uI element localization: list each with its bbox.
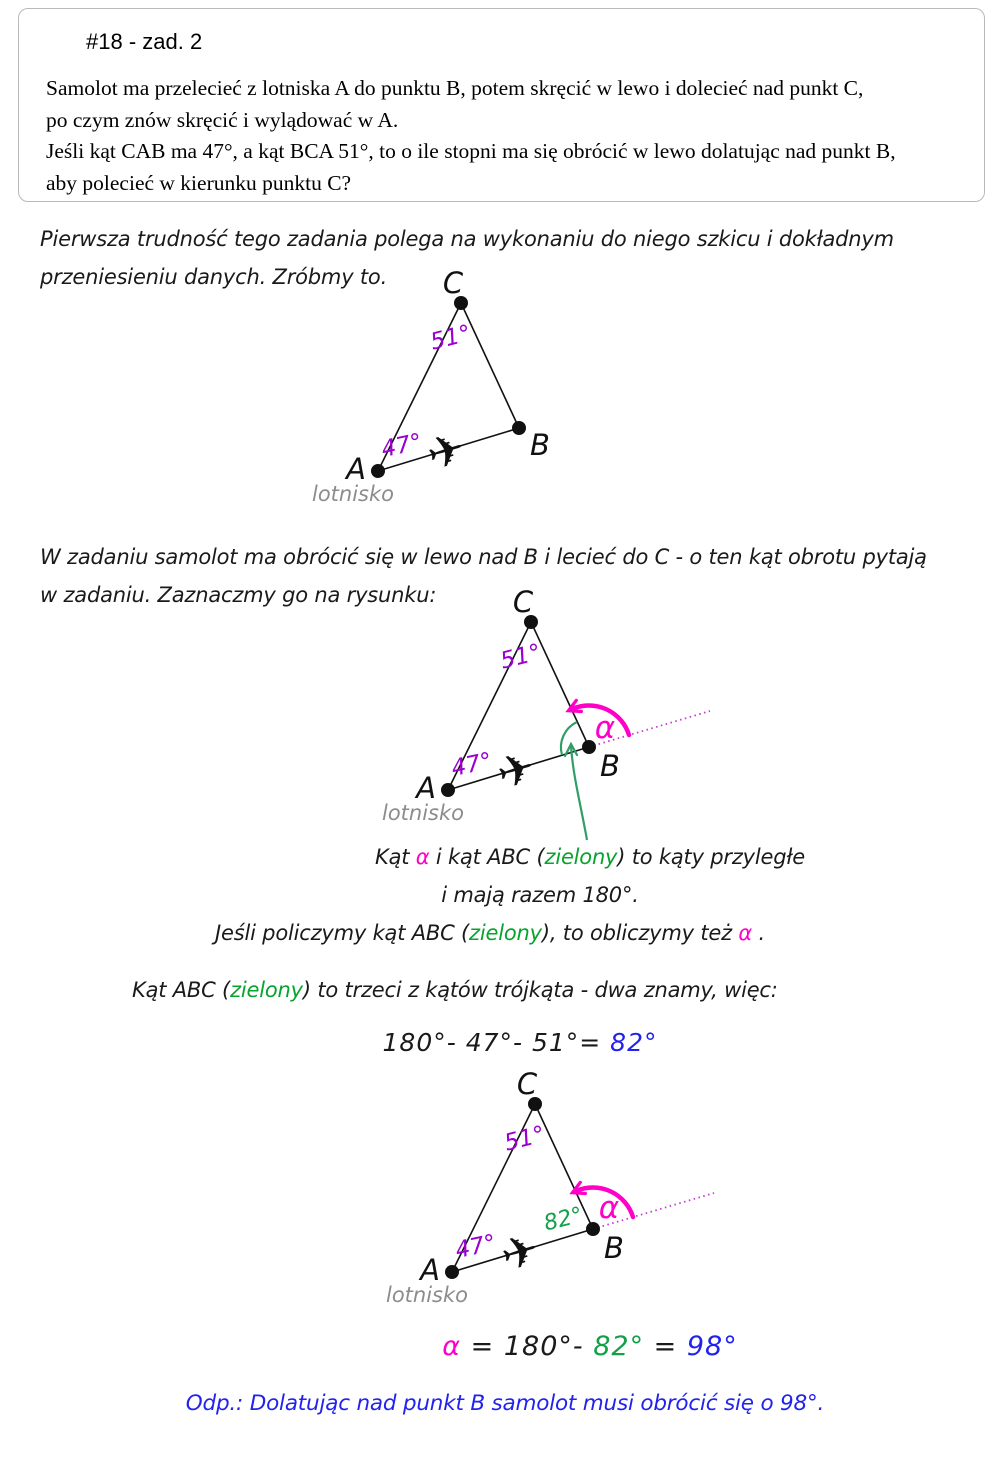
problem-line-3: Jeśli kąt CAB ma 47°, a kąt BCA 51°, to o ile stopni ma się obrócić w lewo dolatując nad punkt B, (46, 139, 896, 163)
angle-label-a: 47° (449, 748, 495, 782)
airport-label: lotnisko (312, 482, 395, 506)
equation-2-result: 98° (686, 1331, 738, 1362)
airport-label: lotnisko (386, 1283, 469, 1307)
equation-1-lhs: 180°- 47°- 51°= (382, 1028, 611, 1057)
answer-line: Odp.: Dolatując nad punkt B samolot musi obrócić się o 98°. (185, 1391, 825, 1416)
angle-label-c: 51° (501, 1121, 548, 1157)
alpha-symbol: α (442, 1331, 462, 1362)
equation-2-text: = 180°- (461, 1331, 594, 1362)
angle-label-c: 51° (497, 639, 544, 675)
equation-1-result: 82° (610, 1028, 658, 1057)
vertex-dot-a (441, 783, 455, 797)
angle-label-c: 51° (427, 320, 474, 356)
problem-statement (46, 73, 961, 199)
compute-note-text: Jeśli policzymy kąt ABC ( (214, 921, 470, 945)
plane-icon: ✈ (421, 422, 472, 482)
alpha-label: α (594, 710, 616, 746)
plane-icon: ✈ (495, 1223, 546, 1283)
third-angle-text: Kąt ABC ( (132, 978, 231, 1002)
triangle-diagram-1 (288, 266, 628, 515)
vertex-label-c: C (512, 585, 534, 619)
triangle-diagram-3 (362, 1067, 762, 1321)
vertex-dot-b (512, 421, 526, 435)
vertex-label-a: A (346, 452, 366, 486)
problem-line-2: po czym znów skręcić i wylądować w A. (46, 107, 399, 132)
vertex-label-a: A (416, 771, 436, 805)
compute-note (215, 921, 765, 945)
angle-label-a: 47° (379, 429, 425, 463)
green-pointer-line (571, 746, 587, 840)
green-word: zielony (230, 978, 303, 1002)
adjacent-note-line-1 (375, 845, 805, 869)
third-angle-note (132, 978, 778, 1002)
vertex-label-c: C (516, 1067, 538, 1101)
alpha-symbol: α (738, 921, 753, 945)
adjacent-note-text: ) to kąty przyległe (617, 845, 805, 869)
vertex-dot-a (371, 464, 385, 478)
adjacent-note-text: Kąt (375, 845, 416, 869)
equation-2-green: 82° (593, 1331, 645, 1362)
problem-line-4: aby polecieć w kierunku punktu C? (46, 170, 352, 195)
step2-line-2: w zadaniu. Zaznaczmy go na rysunku: (40, 583, 437, 607)
plane-icon: ✈ (491, 741, 542, 801)
problem-box (18, 8, 985, 202)
compute-note-text: . (752, 921, 766, 945)
problem-title: #18 - zad. 2 (86, 29, 203, 54)
airport-label: lotnisko (382, 801, 465, 825)
vertex-label-b: B (600, 749, 620, 783)
green-word: zielony (469, 921, 542, 945)
vertex-label-a: A (420, 1253, 440, 1287)
alpha-symbol: α (415, 845, 430, 869)
side-bc (531, 622, 589, 747)
equation-2-text: = (644, 1331, 687, 1362)
angle-label-b-green: 82° (541, 1202, 586, 1237)
vertex-dot-a (445, 1265, 459, 1279)
angle-label-a: 47° (453, 1230, 499, 1264)
vertex-label-b: B (604, 1231, 624, 1265)
equation-1 (383, 1028, 658, 1057)
intro-line-2: przeniesieniu danych. Zróbmy to. (40, 265, 388, 289)
compute-note-text: ), to obliczymy też (541, 921, 739, 945)
equation-2 (442, 1331, 737, 1362)
adjacent-note-text: i kąt ABC ( (429, 845, 545, 869)
problem-line-1: Samolot ma przelecieć z lotniska A do punktu B, potem skręcić w lewo i dolecieć nad punkt C, (46, 76, 864, 100)
adjacent-note-line-2: i mają razem 180°. (441, 883, 639, 907)
alpha-label: α (598, 1190, 620, 1226)
side-bc (461, 303, 519, 428)
intro-line-1: Pierwsza trudność tego zadania polega na wykonaniu do niego szkicu i dokładnym (40, 227, 894, 251)
triangle-diagram-2 (358, 585, 758, 850)
third-angle-text: ) to trzeci z kątów trójkąta - dwa znamy, więc: (302, 978, 778, 1002)
green-word: zielony (544, 845, 618, 869)
vertex-label-b: B (530, 428, 550, 462)
step2-line-1: W zadaniu samolot ma obrócić się w lewo nad B i lecieć do C - o ten kąt obrotu pytają (40, 545, 927, 569)
vertex-label-c: C (442, 266, 464, 300)
